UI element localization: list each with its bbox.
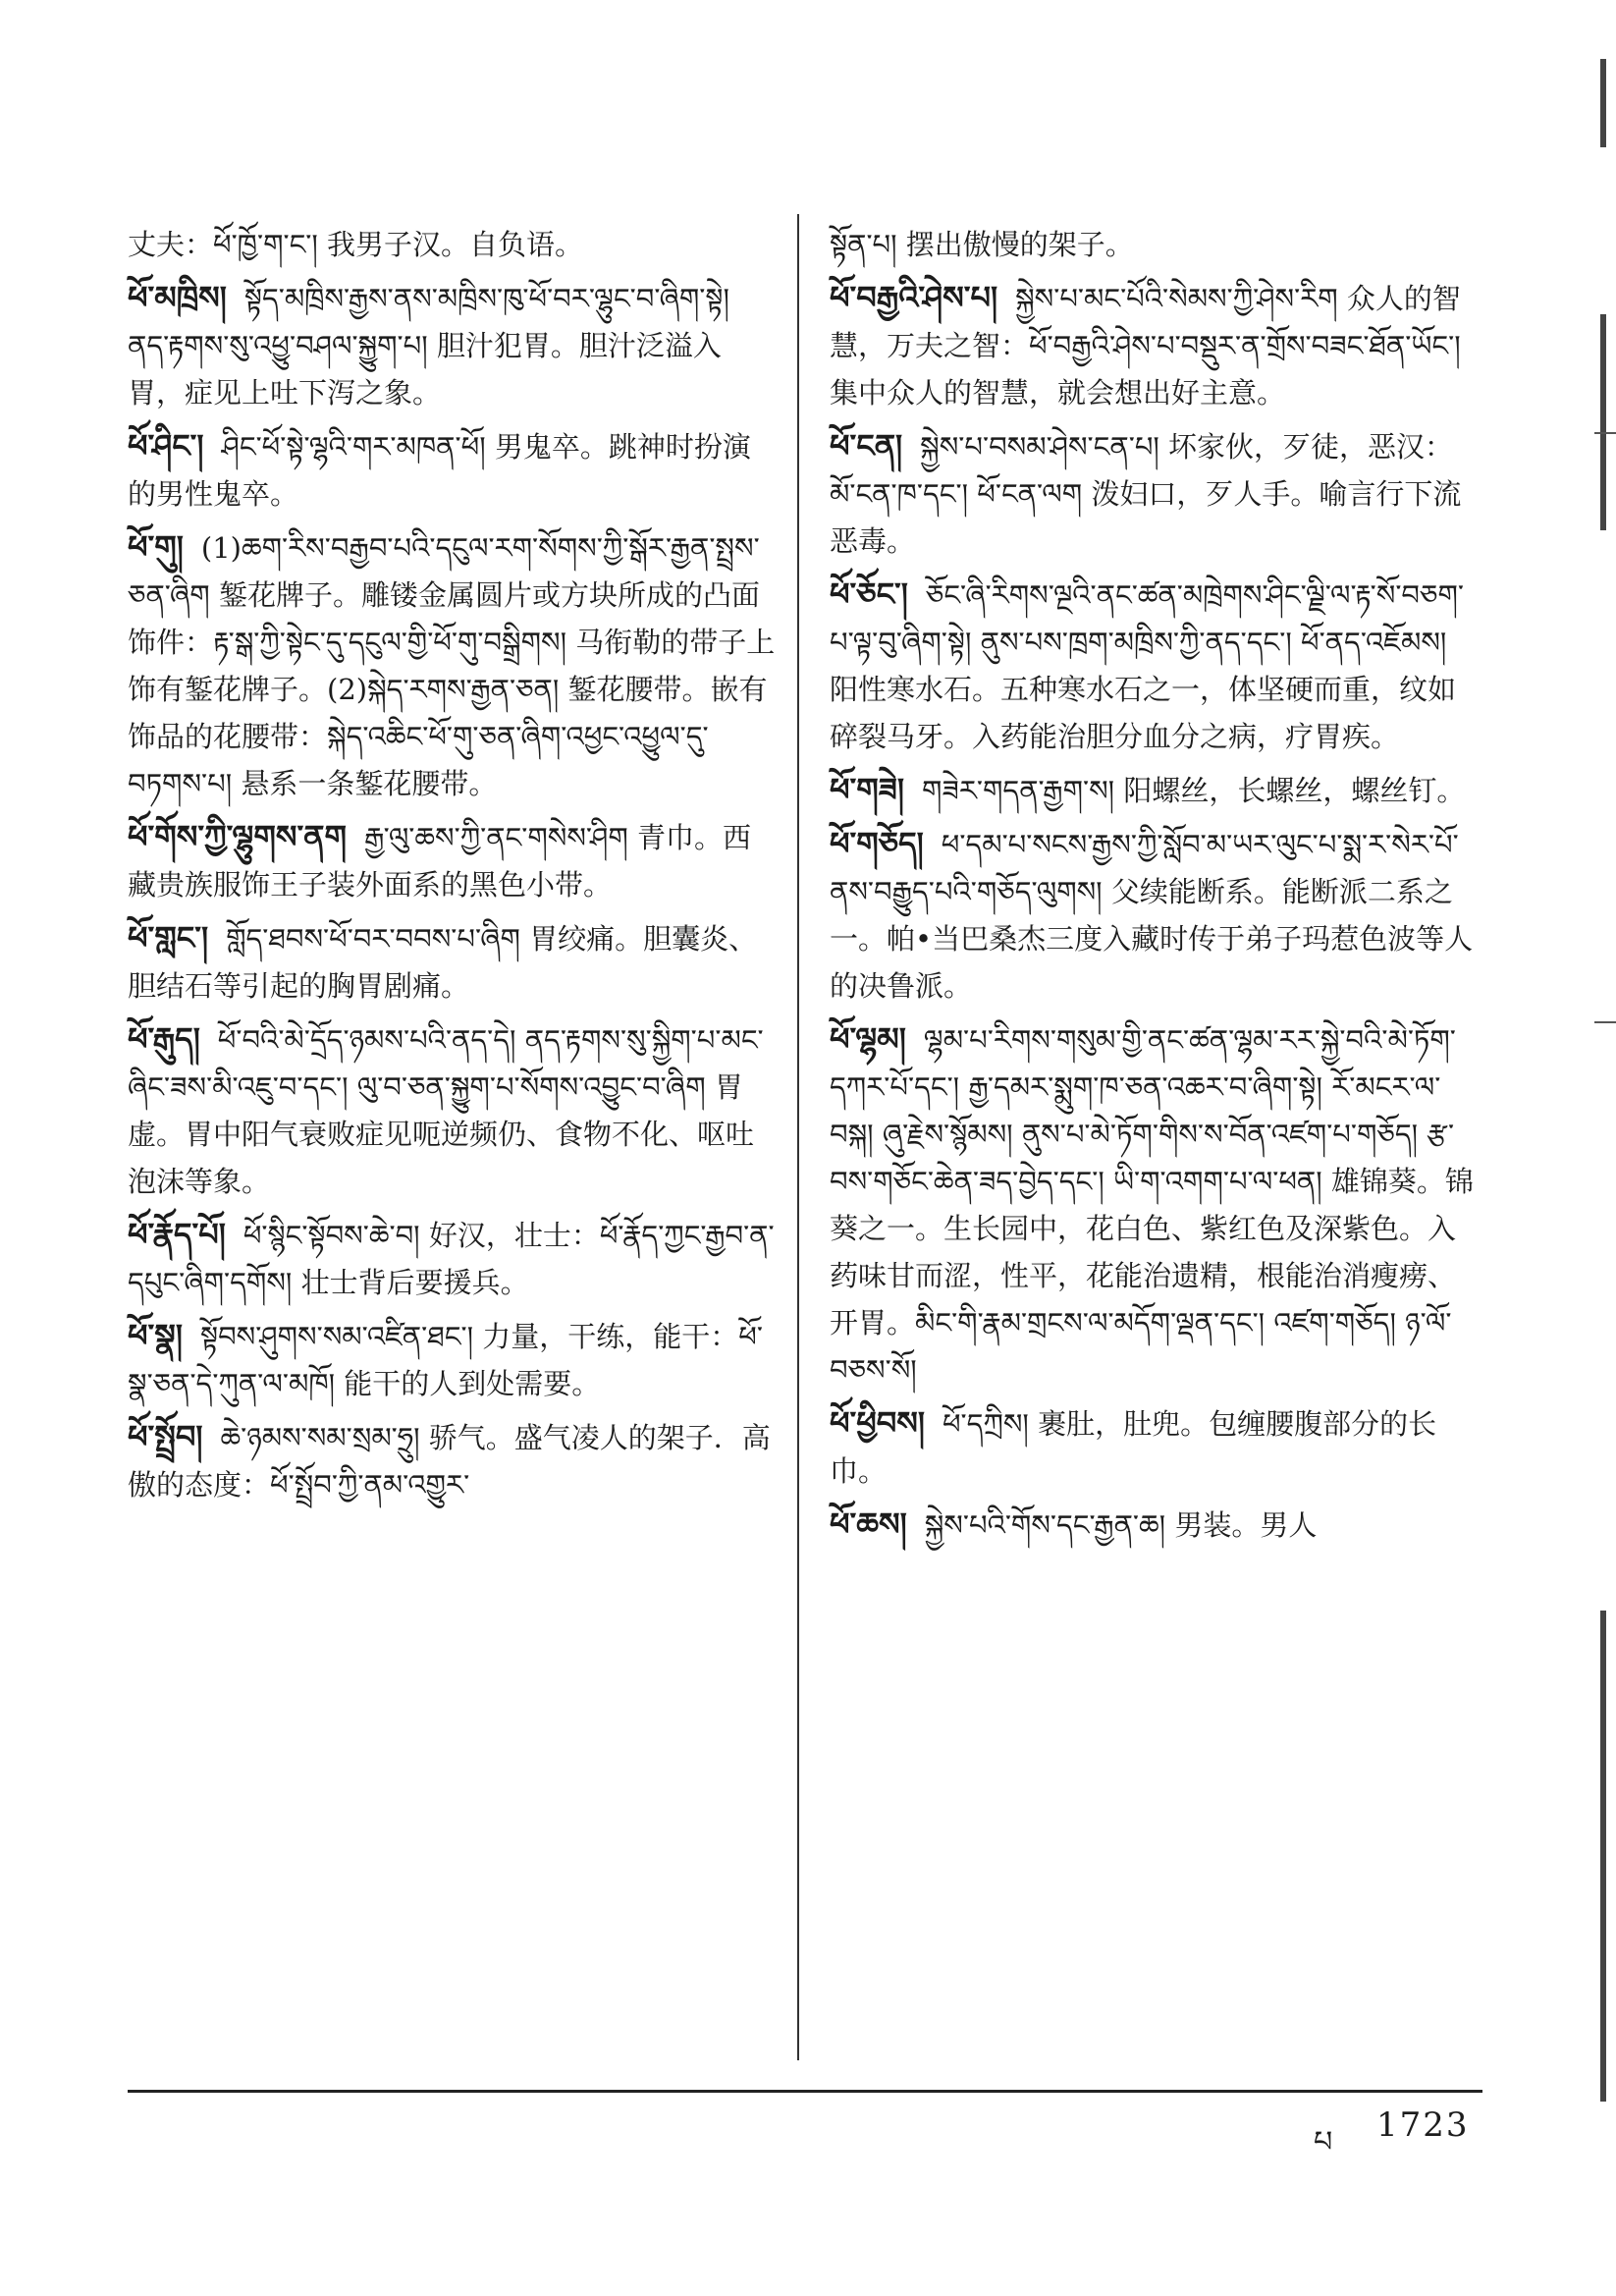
entry-definition: གློད་ཐབས་ཕོ་བར་བབས་པ་ཞིག 胃绞痛。胆囊炎、胆结石等引起的胸胃剧痛。: [128, 922, 758, 1003]
footer-rule: [128, 2090, 1482, 2093]
page-number: 1723: [1376, 2105, 1470, 2145]
dictionary-entry: [830, 274, 1478, 416]
entry-definition: སྟོད་མཁྲིས་རྒྱས་ནས་མཁྲིས་ཁུ་ཕོ་བར་ལྷུང་བ་ཞིག་སྟེ། ནད་རྟགས་སུ་འཕྱུ་བཤལ་སྐྱུག་པ། 胆汁犯胃。胆汁泛溢入胃，症见上吐下泻之象。: [128, 282, 729, 410]
dictionary-entry: [830, 820, 1478, 1010]
scan-tick: [1594, 1021, 1616, 1023]
entry-headword: ཕོ་ཅོང་།: [830, 575, 908, 613]
entry-definition: རྒྱ་ལུ་ཆས་ཀྱི་ནང་གསེས་ཤིག 青巾。西藏贵族服饰王子装外面系的黑色小带。: [128, 821, 751, 902]
dictionary-entry: [128, 1413, 776, 1508]
entry-definition: ལྷམ་པ་རིགས་གསུམ་གྱི་ནང་ཚན་ལྷམ་རར་སྐྱེ་བའི་མེ་ཏོག་དཀར་པོ་དང་། རྒྱ་དམར་སྨུག་ཁ་ཅན་འཆར་བ་ཞིག་སྟེ། རོ་མངར་ལ་བསྐ། ཞུ་རྗེས་སྙོམས། ནུས་པ་མེ་ཏོག་གིས་ས་བོན་འཛག་པ་གཅོད། རྩ་བས་གཅོང་ཆེན་ཟད་བྱེད་དང་། ཡི་ག་འགག་པ་ལ་ཕན། 雄锦葵。锦葵之一。生长园中，花白色、紫红色及深紫色。入药味甘而涩，性平，花能治遗精，根能治消瘦痨、开胃。མིང་གི་རྣམ་གྲངས་ལ་མདོག་ལྡན་དང་། འཛག་གཅོད། ཉ་ལོ་བཅས་སོ།: [830, 1023, 1474, 1387]
entry-headword: ཕོ་ཤིང་།: [128, 427, 204, 465]
entry-headword: ཕོ་ལྷམ།: [830, 1020, 906, 1058]
entry-definition: (1)ཆག་རིས་བརྒྱབ་པའི་དངུལ་རག་སོགས་ཀྱི་སྒོར་རྒྱན་སྤྲས་ཅན་ཞིག 錾花牌子。雕镂金属圆片或方块所成的凸面饰件：རྟ་སྒ་ཀྱི་སྟེང་དུ་དངུལ་གྱི་ཕོ་གུ་བསྒྲིགས། 马衔勒的带子上饰有錾花牌子。(2)སྐེད་རགས་རྒྱན་ཅན། 錾花腰带。嵌有饰品的花腰带：སྐེད་འཆིང་ཕོ་གུ་ཅན་ཞིག་འཕྱང་འཕྱུལ་དུ་བཏགས་པ། 悬系一条錾花腰带。: [128, 531, 776, 800]
scan-edge-mark: [1600, 59, 1606, 147]
entry-definition: ཆེ་ཉམས་སམ་སྲམ་ཧྲུ། 骄气。盛气凌人的架子．高傲的态度：ཕོ་སྤྲོབ་ཀྱི་ནམ་འགྱུར་: [128, 1421, 771, 1502]
scan-edge-mark: [1600, 314, 1606, 530]
dictionary-entry: [128, 914, 776, 1010]
entry-headword: ཕོ་གཟེ།: [830, 771, 905, 808]
entry-headword: ཕོ་གོས་ཀྱི་ལྷུགས་ནག: [128, 818, 348, 855]
right-column: [830, 221, 1478, 1555]
dictionary-entry: [128, 221, 776, 268]
entry-definition: ཅོང་ཞི་རིགས་ལྔའི་ནང་ཚན་མཁྲེགས་ཤིང་ལྗི་ལ་རྟ་སོ་བཅག་པ་ལྟ་བུ་ཞིག་སྟེ། ནུས་པས་ཁྲག་མཁྲིས་ཀྱི་ནད་དང་། ཕོ་ནད་འཇོམས། 阳性寒水石。五种寒水石之一，体坚硬而重，纹如碎裂马牙。入药能治胆分血分之病，疗胃疾。: [830, 578, 1464, 753]
dictionary-entry: [128, 1211, 776, 1306]
entry-definition: ཕོ་བའི་མེ་དྲོད་ཉམས་པའི་ནད་དེ། ནད་རྟགས་སུ་སྐྱིག་པ་མང་ཞིང་ཟས་མི་འཇུ་བ་དང་། ལུ་བ་ཅན་སྐྱུག་པ་སོགས་འབྱུང་བ་ཞིག 胃虚。胃中阳气衰败症见呃逆频仍、食物不化、呕吐泡沫等象。: [128, 1023, 764, 1198]
dictionary-entry: [830, 1015, 1478, 1394]
dictionary-entry: [128, 1312, 776, 1407]
entry-definition: གཟེར་གདན་རྒྱག་ས། 阳螺丝，长螺丝，螺丝钉。: [922, 774, 1466, 807]
entry-headword: ཕོ་ཕྱིབས།: [830, 1404, 925, 1442]
left-column: [128, 221, 776, 1514]
column-divider: [797, 214, 799, 2060]
header-letter: པ: [1314, 2125, 1333, 2159]
entry-headword: ཕོ་ངན།: [830, 427, 903, 465]
entry-headword: ཕོ་སྤྲོབ།: [128, 1418, 203, 1455]
dictionary-entry: [128, 813, 776, 908]
entry-headword: ཕོ་བརྒྱའི་ཤེས་པ།: [830, 279, 998, 316]
dictionary-entry: [830, 1501, 1478, 1549]
entry-definition: 丈夫：ཕོ་ཁྱོ་ག་ང་། 我男子汉。自负语。: [128, 228, 584, 261]
entry-definition: ཕོ་དཀྲིས། 裹肚，肚兜。包缠腰腹部分的长巾。: [830, 1407, 1437, 1488]
dictionary-entry: [830, 766, 1478, 814]
entry-definition: ཕོ་སྙིང་སྟོབས་ཆེ་བ། 好汉，壮士：ཕོ་རྣོད་ཀྱང་རྒྱབ་ན་དཔུང་ཞིག་དགོས། 壮士背后要援兵。: [128, 1219, 775, 1299]
entry-headword: ཕོ་མཁྲིས།: [128, 279, 227, 316]
entry-definition: སྐྱེས་པ་མང་པོའི་སེམས་ཀྱི་ཤེས་རིག 众人的智慧，万夫之智：ཕོ་བརྒྱའི་ཤེས་པ་བསྡུར་ན་གྲོས་བཟང་ཐོན་ཡོང་། 集中众人的智慧，就会想出好主意。: [830, 282, 1461, 410]
entry-definition: སྐྱེས་པ་བསམ་ཤེས་ངན་པ། 坏家伙，歹徒，恶汉：མོ་ངན་ཁ་དང་། ཕོ་ངན་ལག 泼妇口，歹人手。喻言行下流恶毒。: [830, 430, 1462, 558]
dictionary-entry: [830, 422, 1478, 565]
dictionary-entry: [830, 571, 1478, 760]
entry-definition: ཤིང་ཕོ་སྟེ་ལྷའི་གར་མཁན་ཕོ། 男鬼卒。跳神时扮演的男性鬼卒。: [128, 430, 751, 511]
dictionary-entry: [830, 221, 1478, 268]
scan-edge-mark: [1600, 1611, 1606, 2102]
entry-definition: སྐྱེས་པའི་གོས་དང་རྒྱན་ཆ། 男装。男人: [924, 1508, 1318, 1542]
entry-definition: ཕ་དམ་པ་སངས་རྒྱས་ཀྱི་སློབ་མ་ཡར་ལུང་པ་སྨ་ར་སེར་པོ་ནས་བརྒྱུད་པའི་གཅོད་ལུགས། 父续能断系。能断派二系之一。帕•当巴桑杰三度入藏时传于弟子玛惹色波等人的决鲁派。: [830, 828, 1474, 1003]
entry-headword: ཕོ་ཆས།: [830, 1505, 907, 1543]
entry-definition: སྟོན་པ། 摆出傲慢的架子。: [830, 228, 1134, 261]
dictionary-entry: [128, 274, 776, 416]
entry-headword: ཕོ་གླང་།: [128, 919, 209, 957]
entry-definition: སྟོབས་ཤུགས་སམ་འཛིན་ཐང་། 力量，干练，能干：ཕོ་སྣ་ཅན་དེ་ཀུན་ལ་མཁོ། 能干的人到处需要。: [128, 1320, 763, 1400]
entry-headword: ཕོ་རྒུད།: [128, 1020, 200, 1058]
entry-headword: ཕོ་གུ།: [128, 528, 184, 566]
dictionary-entry: [128, 422, 776, 518]
entry-headword: ཕོ་རྣོད་པོ།: [128, 1216, 226, 1253]
entry-headword: ཕོ་སྣ།: [128, 1317, 183, 1354]
dictionary-entry: [128, 1015, 776, 1205]
scan-tick: [1594, 432, 1616, 434]
entry-headword: ཕོ་གཅོད།: [830, 825, 924, 862]
dictionary-entry: [128, 523, 776, 807]
dictionary-entry: [830, 1399, 1478, 1495]
